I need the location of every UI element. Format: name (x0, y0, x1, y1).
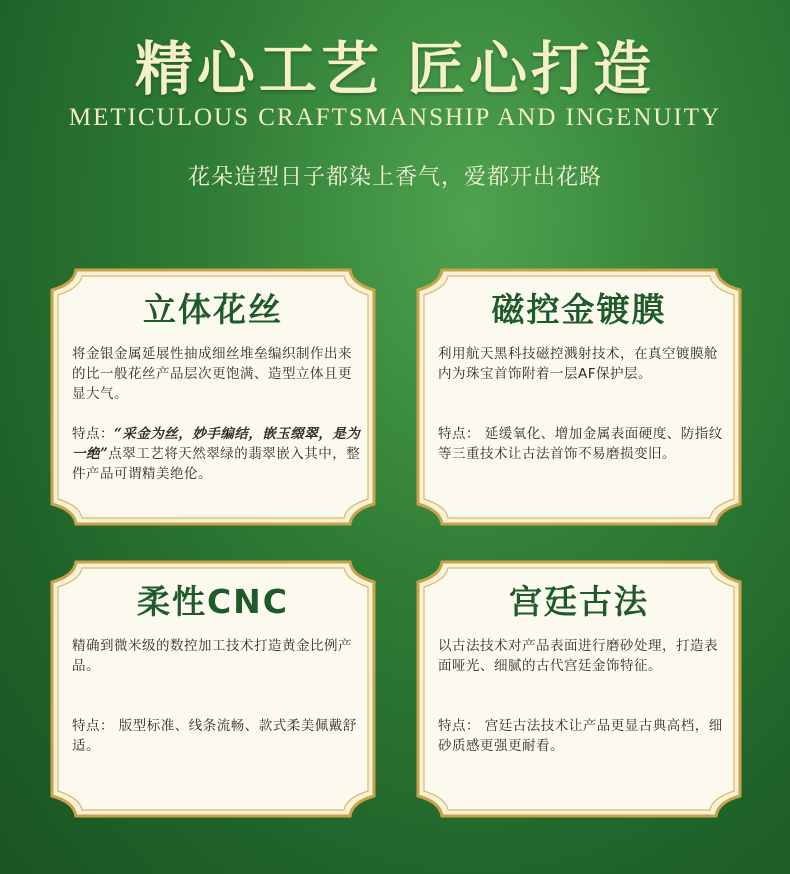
card-description: 将金银金属延展性抽成细丝堆垒编织制作出来的比一般花丝产品层次更饱满、造型立体且更显大气。 (72, 346, 352, 402)
card-description: 以古法技术对产品表面进行磨砂处理，打造表面哑光、细腻的古代宫廷金饰特征。 (438, 638, 718, 674)
card-feature (438, 424, 728, 464)
feature-text: 点翠工艺将天然翠绿的翡翠嵌入其中，整件产品可谓精美绝伦。 (72, 446, 361, 482)
english-subtitle: METICULOUS CRAFTSMANSHIP AND INGENUITY (68, 104, 722, 131)
card-magnetron-coating (414, 266, 744, 528)
feature-quote: “采金为丝，妙手编结，嵌玉缀翠，是为一绝” (72, 426, 361, 462)
card-feature (72, 424, 362, 484)
feature-text: 延缓氧化、增加金属表面硬度、防指纹等三重技术让古法首饰不易磨损变旧。 (438, 426, 723, 462)
card-description: 精确到微米级的数控加工技术打造黄金比例产品。 (72, 638, 352, 674)
feature-prefix: 特点： (72, 426, 114, 442)
feature-text: 版型标准、线条流畅、款式柔美佩戴舒适。 (72, 718, 357, 754)
feature-prefix: 特点： (72, 718, 114, 734)
page-title: 精心工艺 匠心打造 (134, 35, 656, 103)
card-description: 利用航天黑科技磁控溅射技术，在真空镀膜舱内为珠宝首饰附着一层AF保护层。 (438, 346, 718, 382)
tagline: 花朵造型日子都染上香气，爱都开出花路 (187, 165, 602, 190)
card-title: 磁控金镀膜 (491, 290, 667, 329)
card-feature (72, 716, 362, 756)
card-title: 柔性CNC (136, 582, 290, 621)
card-flexible-cnc (48, 558, 378, 820)
feature-prefix: 特点： (438, 426, 480, 442)
card-palace-ancient-method (414, 558, 744, 820)
card-title: 立体花丝 (143, 290, 283, 329)
feature-prefix: 特点： (438, 718, 480, 734)
card-title: 宫廷古法 (509, 582, 649, 621)
feature-text: 宫廷古法技术让产品更显古典高档，细砂质感更强更耐看。 (438, 718, 723, 754)
card-feature (438, 716, 728, 756)
card-filigree (48, 266, 378, 528)
